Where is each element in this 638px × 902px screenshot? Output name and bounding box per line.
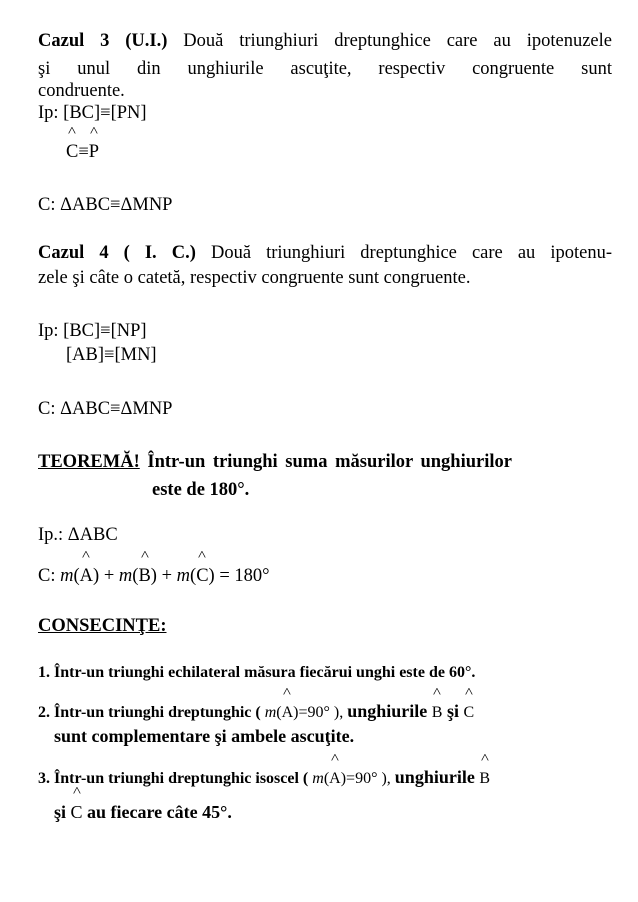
- c2-text-c: unghiurile: [347, 701, 432, 721]
- m-symbol: m: [118, 566, 133, 586]
- case3-hypothesis: Ip: [BC]≡[PN]: [38, 103, 147, 123]
- paren: (: [132, 566, 139, 586]
- angle-C: ^ C: [66, 141, 78, 163]
- m-symbol: m: [264, 704, 277, 721]
- theorem-text1: Într-un triunghi suma măsurilor unghiurilor: [139, 452, 512, 472]
- case4-label: Cazul 4 ( I. C.): [38, 243, 196, 263]
- theorem-label: TEOREMĂ!: [38, 452, 140, 472]
- equals: = 180°: [214, 566, 270, 586]
- c3-text-a: 3. Într-un triunghi dreptunghic isoscel (: [38, 770, 313, 787]
- case3-conclusion: C: ΔABC≡ΔMNP: [38, 195, 173, 215]
- consequences-title: CONSECINŢE:: [38, 616, 167, 636]
- c3-end: au fiecare câte 45°.: [82, 802, 232, 822]
- consequence-2-line1: 2. Într-un triunghi dreptunghic ( m(^ A)=90° ), unghiurile ^ B şi ^ C: [38, 700, 612, 724]
- angle-B: ^ B: [138, 565, 150, 587]
- case3-angle-hypothesis: [66, 141, 99, 163]
- consequence-3-line2: [54, 801, 232, 823]
- c2-and: şi: [442, 701, 464, 721]
- angle-P: ^ P: [89, 141, 99, 163]
- theorem-conclusion: [38, 565, 270, 587]
- c2-text-a: 2. Într-un triunghi dreptunghic (: [38, 704, 265, 721]
- congruent-sign: ≡: [78, 142, 89, 162]
- plus: +: [99, 566, 119, 586]
- angle-A: ^ A: [329, 768, 341, 790]
- case4-conclusion: C: ΔABC≡ΔMNP: [38, 399, 173, 419]
- angle-C: ^ C: [463, 702, 474, 724]
- plus: +: [156, 566, 177, 586]
- paren: (: [73, 566, 80, 586]
- case4-hypothesis1: Ip: [BC]≡[NP]: [38, 321, 147, 341]
- c3-and: şi: [54, 802, 71, 822]
- angle-C: ^ C: [196, 565, 208, 587]
- case4-hypothesis2: [AB]≡[MN]: [66, 345, 157, 365]
- angle-A: ^ A: [80, 565, 93, 587]
- c3-text-b: )=90° ),: [340, 770, 395, 787]
- c3-text-c: unghiurile: [394, 767, 480, 787]
- case3-label: Cazul 3 (U.I.): [38, 31, 168, 51]
- paren: ): [93, 566, 100, 586]
- angle-A: ^ A: [282, 702, 294, 724]
- m-symbol: m: [312, 770, 324, 787]
- case3-line2: şi unul din unghiurile ascuţite, respectiv congruente sunt: [38, 59, 612, 79]
- theorem-hypothesis: Ip.: ΔABC: [38, 525, 118, 545]
- case4-line1: [38, 242, 612, 264]
- theorem-line2: este de 180°.: [152, 480, 250, 500]
- c2-text-b: )=90° ),: [293, 704, 348, 721]
- angle-B: ^ B: [432, 702, 443, 724]
- consequence-2-line2: sunt complementare şi ambele ascuţite.: [54, 726, 355, 746]
- paren: ): [208, 566, 215, 586]
- angle-B: ^ B: [479, 768, 490, 790]
- theorem-line1: [38, 451, 512, 473]
- consequence-3-line1: 3. Într-un triunghi dreptunghic isoscel ( m(^ A)=90° ), unghiurile ^ B: [38, 766, 490, 790]
- paren: (: [190, 566, 197, 586]
- case3-line1: [38, 30, 612, 52]
- angle-C: ^ C: [71, 801, 83, 823]
- case3-line3: condruente.: [38, 81, 125, 101]
- consequence-1: 1. Într-un triunghi echilateral măsura fiecărui unghi este de 60°.: [38, 664, 476, 681]
- m-symbol: m: [60, 566, 74, 586]
- m-symbol: m: [176, 566, 191, 586]
- case3-text1: Două triunghiuri dreptunghice care au ipotenuzele: [167, 31, 612, 51]
- c-prefix: C:: [38, 566, 61, 586]
- case4-line2: zele şi câte o catetă, respectiv congruente sunt congruente.: [38, 268, 471, 288]
- paren: ): [150, 566, 157, 586]
- case4-text1: Două triunghiuri dreptunghice care au ipotenu-: [195, 243, 612, 263]
